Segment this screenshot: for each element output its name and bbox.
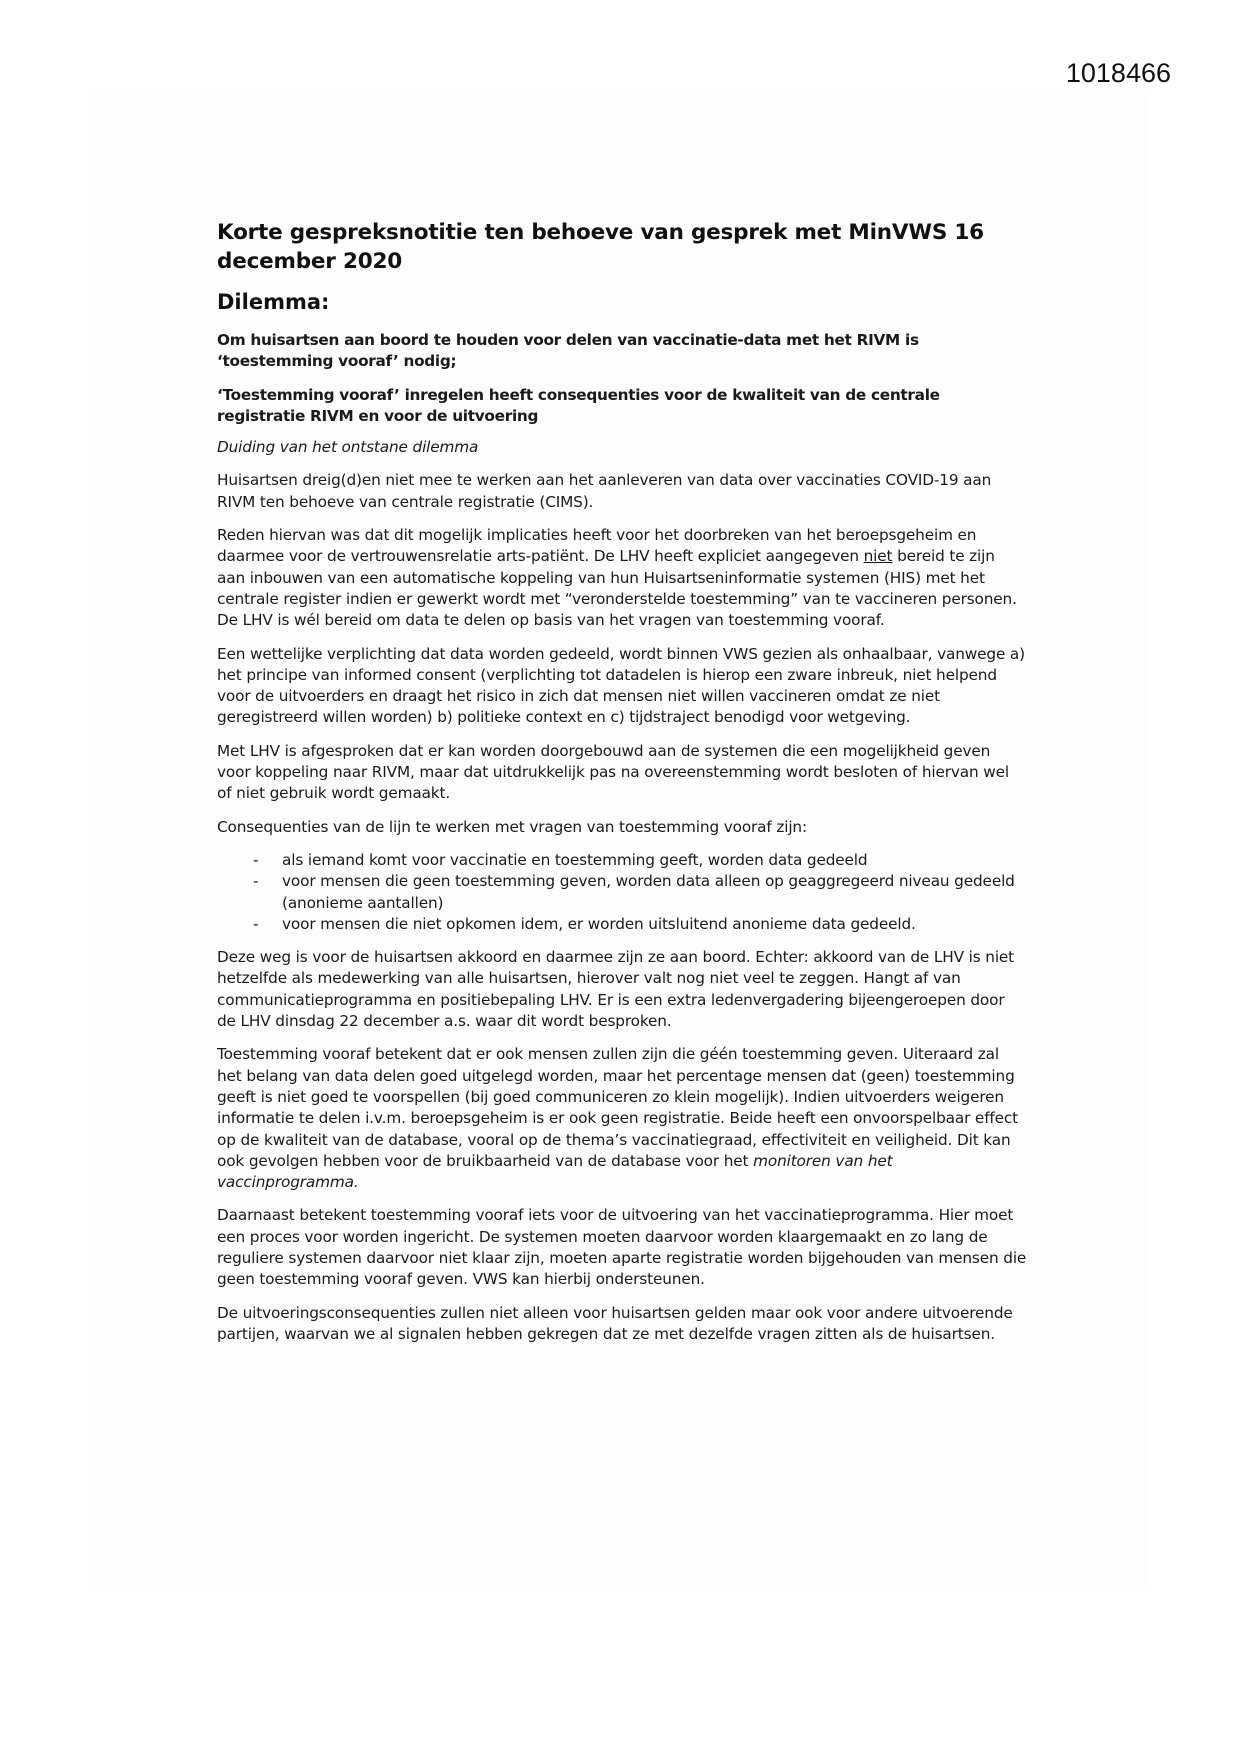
- list-item-text: als iemand komt voor vaccinatie en toestemming geeft, worden data gedeeld: [282, 850, 868, 869]
- list-item: [217, 871, 1027, 914]
- document-title: Korte gespreksnotitie ten behoeve van gesprek met MinVWS 16 december 2020: [217, 220, 984, 274]
- paragraph-8: Daarnaast betekent toestemming vooraf iets voor de uitvoering van het vaccinatieprogramma. Hier moet een proces voor worden ingericht. De systemen moeten daarvoor worden klaargemaakt en zo lang de reguliere systemen daarvoor niet klaar zijn, moeten aparte registratie worden bijgehouden van mensen die geen toestemming vooraf geven. VWS kan hierbij ondersteunen.: [217, 1206, 1027, 1289]
- paragraph-2-text-a: Reden hiervan was dat dit mogelijk implicaties heeft voor het doorbreken van het beroepsgeheim en daarmee voor de vertrouwensrelatie arts-patiënt. De LHV heeft expliciet aangegeven: [217, 526, 977, 566]
- paragraph-4: Met LHV is afgesproken dat er kan worden doorgebouwd aan de systemen die een mogelijkheid geven voor koppeling naar RIVM, maar dat uitdrukkelijk pas na overeenstemming wordt besloten of hiervan wel of niet gebruik wordt gemaakt.: [217, 741, 1009, 803]
- paragraph-2: [217, 525, 1027, 631]
- paragraph-7: [217, 1044, 1027, 1193]
- list-item: [217, 914, 1027, 935]
- list-item-text: voor mensen die niet opkomen idem, er worden uitsluitend anonieme data gedeeld.: [282, 914, 916, 933]
- paragraph-2-underlined: niet: [863, 547, 893, 566]
- dilemma-statement-2: ‘Toestemming vooraf’ inregelen heeft consequenties voor de kwaliteit van de centrale registratie RIVM en voor de uitvoering: [217, 385, 940, 425]
- paragraph-2-text-b: bereid te zijn aan inbouwen van een automatische koppeling van hun Huisartseninformatie systemen (HIS) met het centrale register indien er gewerkt wordt met “veronderstelde toestemming” van te vaccineren personen. De LHV is wél bereid om data te delen op basis van het vragen van toestemming vooraf.: [217, 547, 1017, 630]
- dash-bullet-icon: -: [253, 914, 259, 933]
- list-item-text: voor mensen die geen toestemming geven, worden data alleen op geaggregeerd niveau gedeeld (anonieme aantallen): [282, 872, 1015, 912]
- paragraph-7-text: Toestemming vooraf betekent dat er ook mensen zullen zijn die géén toestemming geven. Uiteraard zal het belang van data delen goed uitgelegd worden, maar het percentage mensen dat (geen) toestemming geeft is niet goed te voorspellen (bij goed communiceren zo klein mogelijk). Indien uitvoerders weigeren informatie te delen i.v.m. beroepsgeheim is er ook geen registratie. Beide heeft een onvoorspelbaar effect op de kwaliteit van de database, vooral op de thema’s vaccinatiegraad, effectiviteit en veiligheid. Dit kan ook gevolgen hebben voor de bruikbaarheid van de database voor het: [217, 1045, 1019, 1170]
- paragraph-1: Huisartsen dreig(d)en niet mee te werken aan het aanleveren van data over vaccinaties COVID-19 aan RIVM ten behoeve van centrale registratie (CIMS).: [217, 471, 992, 511]
- list-item: [217, 850, 1027, 871]
- consequences-list: [217, 850, 1027, 935]
- paragraph-3: Een wettelijke verplichting dat data worden gedeeld, wordt binnen VWS gezien als onhaalbaar, vanwege a) het principe van informed consent (verplichting tot datadelen is hierop een zware inbreuk, niet helpend voor de uitvoerders en draagt het risico in zich dat mensen niet willen vaccineren omdat ze niet geregistreerd willen worden) b) politieke context en c) tijdstraject benodigd voor wetgeving.: [217, 644, 1025, 727]
- section-heading-dilemma: Dilemma:: [217, 290, 330, 314]
- paragraph-9: De uitvoeringsconsequenties zullen niet alleen voor huisartsen gelden maar ook voor andere uitvoerende partijen, waarvan we al signalen hebben gekregen dat ze met dezelfde vragen zitten als de huisartsen.: [217, 1303, 1013, 1343]
- paragraph-7-italic: monitoren van het vaccinprogramma.: [217, 1151, 893, 1192]
- dilemma-statement-1: Om huisartsen aan boord te houden voor delen van vaccinatie-data met het RIVM is ‘toestemming vooraf’ nodig;: [217, 331, 919, 371]
- paragraph-5: Consequenties van de lijn te werken met vragen van toestemming vooraf zijn:: [217, 817, 807, 836]
- document-page: [217, 218, 1027, 1357]
- document-id: 1018466: [1065, 58, 1171, 88]
- subheading-duiding: Duiding van het ontstane dilemma: [217, 438, 479, 457]
- paragraph-6: Deze weg is voor de huisartsen akkoord en daarmee zijn ze aan boord. Echter: akkoord van de LHV is niet hetzelfde als medewerking van alle huisartsen, hierover valt nog niet veel te zeggen. Hangt af van communicatieprogramma en positiebepaling LHV. Er is een extra ledenvergadering bijeengeroepen door de LHV dinsdag 22 december a.s. waar dit wordt besproken.: [217, 948, 1015, 1031]
- dash-bullet-icon: -: [253, 872, 259, 891]
- dash-bullet-icon: -: [253, 850, 259, 869]
